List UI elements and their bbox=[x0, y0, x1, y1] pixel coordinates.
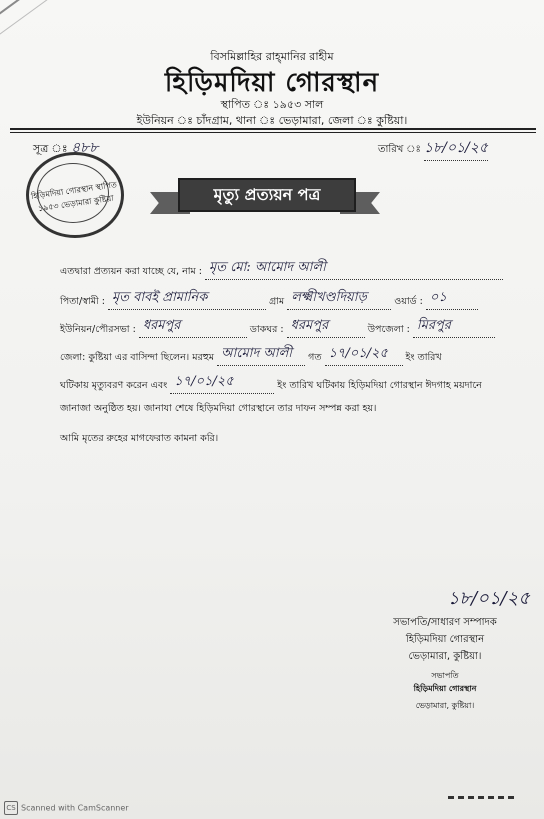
date-label: তারিখ ঃ bbox=[378, 144, 421, 155]
header-rule bbox=[10, 132, 536, 133]
signatory-role: সভাপতি/সাধারণ সম্পাদক bbox=[393, 617, 497, 628]
prayer-line: আমি মৃতের রুহের মাগফেরাত কামনা করি। bbox=[60, 433, 219, 444]
burial-line: জানাজা অনুষ্ঠিত হয়। জানাযা শেষে হিড়িমদিয়া গোরস্থানে তার দাফন সম্পন্ন করা হয়। bbox=[60, 403, 377, 414]
village-label: গ্রাম bbox=[269, 296, 285, 307]
signature-block bbox=[360, 584, 530, 713]
upazila-label: উপজেলা : bbox=[367, 324, 410, 335]
union-line bbox=[60, 316, 495, 338]
resident-text: জেলা: কুষ্টিয়া এর বাসিন্দা ছিলেন। মরহুম bbox=[60, 352, 215, 363]
village-value: লক্ষ্মীখণ্ডদিয়াড় bbox=[287, 288, 391, 310]
death-text: ঘটিকায় মৃত্যুবরণ করেন এবং bbox=[60, 380, 168, 391]
camscanner-text: Scanned with CamScanner bbox=[21, 803, 129, 813]
header-rule bbox=[10, 128, 536, 130]
post-value: ধরমপুর bbox=[287, 316, 365, 338]
date-value: ১৮/০১/২৫ bbox=[424, 136, 488, 161]
gata-label: গত bbox=[308, 352, 322, 363]
signatory-org: হিড়িমদিয়া গোরস্থান bbox=[405, 634, 485, 645]
certificate-banner bbox=[150, 170, 380, 220]
burial-date: ১৭/০১/২৫ bbox=[170, 372, 274, 394]
upazila-value: মিরপুর bbox=[413, 316, 495, 338]
round-seal-stamp bbox=[26, 152, 124, 238]
father-label: পিতা/স্বামী : bbox=[60, 296, 105, 307]
paper-fold-line bbox=[0, 0, 92, 36]
seal-role: সভাপতি bbox=[431, 671, 459, 680]
paper-fold-line bbox=[0, 0, 94, 49]
father-value: মৃত বাবই প্রামানিক bbox=[108, 288, 266, 310]
bismillah-text: বিসমিল্লাহির রাহ্‌মানির রাহীম bbox=[210, 50, 334, 63]
established-text: স্থাপিত ঃ ১৯৫৩ সাল bbox=[220, 98, 324, 111]
union-value: ধরমপুর bbox=[139, 316, 247, 338]
banner-title: মৃত্যু প্রত্যয়ন পত্র bbox=[178, 178, 356, 212]
address-text: ইউনিয়ন ঃ চাঁদগ্রাম, থানা ঃ ভেড়ামারা, জেলা ঃ কুষ্টিয়া। bbox=[136, 114, 408, 127]
date-suffix: ইং তারিখ bbox=[405, 352, 442, 363]
camscanner-icon: CS bbox=[4, 801, 18, 815]
union-label: ইউনিয়ন/পৌরসভা : bbox=[60, 324, 136, 335]
issue-date bbox=[378, 136, 488, 161]
signatory-place: ভেড়ামারা, কুষ্টিয়া। bbox=[408, 651, 482, 662]
deceased-name: আমোদ আলী bbox=[217, 344, 305, 366]
parent-line bbox=[60, 288, 478, 310]
name-prefix: এতদ্বারা প্রত্যয়ন করা যাচ্ছে যে, নাম : bbox=[60, 266, 203, 277]
name-line bbox=[60, 258, 503, 280]
resident-line bbox=[60, 344, 442, 366]
death-date: ১৭/০১/২৫ bbox=[325, 344, 403, 366]
ward-value: ০১ bbox=[426, 288, 478, 310]
death-line bbox=[60, 372, 482, 394]
janaza-text: ইং তারিখ ঘটিকায় হিড়িমদিয়া গোরস্থান ঈদগাহ ময়দানে bbox=[277, 380, 482, 391]
handwritten-signature: ১৮/০১/২৫ bbox=[447, 588, 530, 609]
camscanner-watermark bbox=[4, 801, 129, 815]
seal-place: ভেড়ামারা, কুষ্টিয়া। bbox=[415, 701, 475, 710]
org-title: হিড়িমদিয়া গোরস্থান bbox=[164, 68, 380, 98]
serial-label: সূত্র ঃ bbox=[33, 142, 68, 155]
ward-label: ওয়ার্ড : bbox=[394, 296, 423, 307]
seal-text: হিড়িমদিয়া গোরস্থান স্থাপিত ১৯৫৩ ভেড়ামারা কুষ্টিয়া bbox=[30, 180, 118, 214]
seal-org: হিড়িমদিয়া গোরস্থান bbox=[413, 684, 477, 693]
footer-dashes bbox=[448, 796, 518, 799]
serial-value: ৪৮৮ bbox=[71, 140, 99, 156]
post-label: ডাকঘর : bbox=[249, 324, 284, 335]
name-value: মৃত মো: আমোদ আলী bbox=[205, 258, 503, 280]
